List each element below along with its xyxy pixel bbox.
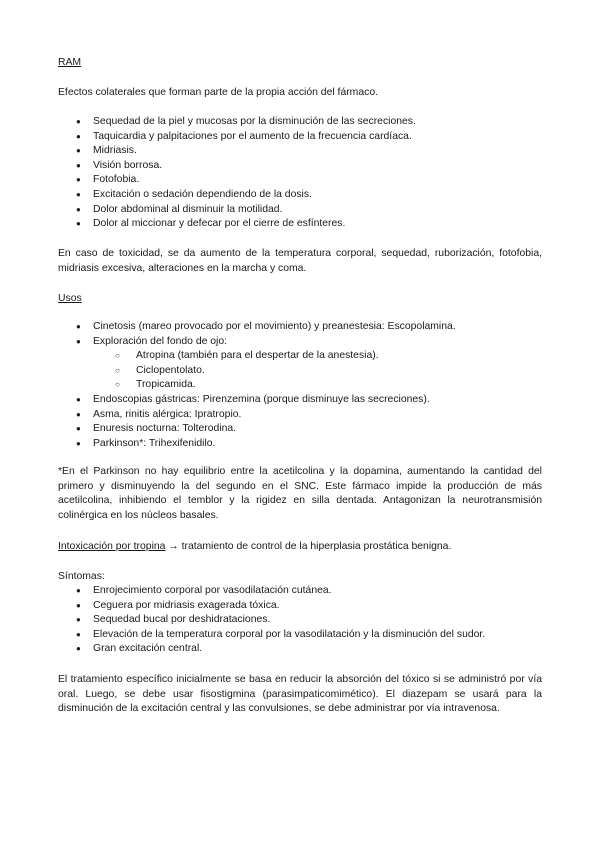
sintomas-label: Síntomas: <box>58 571 105 582</box>
treatment-paragraph: El tratamiento específico inicialmente se basa en reducir la absorción del tóxico si se administró por vía oral. Luego, se debe usar fisostigmina (parasimpaticomimético). El diazepam se usará para la disminución de la excitación central y las convulsiones, se debe administrar por vía intravenosa. <box>58 674 542 715</box>
list-item: ● Taquicardia y palpitaciones por el aumento de la frecuencia cardíaca. <box>58 130 548 145</box>
list-item: ● Sequedad bucal por deshidrataciones. <box>58 613 548 628</box>
intoxicacion-arrow-text: → tratamiento de control de la hiperplasia prostática benigna. <box>168 541 452 552</box>
list-item: ● Asma, rinitis alérgica: Ipratropio. <box>58 408 548 423</box>
toxicity-paragraph: En caso de toxicidad, se da aumento de la temperatura corporal, sequedad, ruborización, fotofobia, midriasis excesiva, alteraciones en la marcha y coma. <box>58 248 542 274</box>
list-item: ● Visión borrosa. <box>58 159 548 174</box>
list-item: ● Dolor abdominal al disminuir la motilidad. <box>58 203 548 218</box>
list-item: ● Exploración del fondo de ojo: <box>58 335 548 350</box>
usos-list <box>58 320 548 451</box>
list-item: ● Elevación de la temperatura corporal por la vasodilatación y la disminución del sudor. <box>58 628 548 643</box>
list-item: ● Fotofobia. <box>58 173 548 188</box>
list-item: ● Ceguera por midriasis exagerada tóxica. <box>58 599 548 614</box>
list-item: ● Excitación o sedación dependiendo de la dosis. <box>58 188 548 203</box>
list-item: ● Cinetosis (mareo provocado por el movimiento) y preanestesia: Escopolamina. <box>58 320 548 335</box>
parkinson-note: *En el Parkinson no hay equilibrio entre la acetilcolina y la dopamina, aumentando la cantidad del primero y disminuyendo la del segundo en el SNC. Este fármaco impide la producción de más acetilcolina, inhibiendo el temblor y la rigidez en silla dentada. Antagonizan la neurotransmisión colinérgica en los núcleos basales. <box>58 466 542 521</box>
list-item: ● Dolor al miccionar y defecar por el cierre de esfínteres. <box>58 217 548 232</box>
ram-heading: RAM <box>58 57 82 68</box>
list-item: ● Midriasis. <box>58 144 548 159</box>
sub-list-item: ○ Tropicamida. <box>58 378 548 393</box>
list-item: ● Gran excitación central. <box>58 642 548 657</box>
intoxicacion-heading: Intoxicación por tropina <box>58 541 166 552</box>
intoxicacion-line <box>58 540 542 555</box>
sub-list-item: ○ Ciclopentolato. <box>58 364 548 379</box>
sub-list-item: ○ Atropina (también para el despertar de la anestesia). <box>58 349 548 364</box>
list-item: ● Sequedad de la piel y mucosas por la disminución de las secreciones. <box>58 115 548 130</box>
list-item: ● Enrojecimiento corporal por vasodilatación cutánea. <box>58 584 548 599</box>
list-item: ● Parkinson*: Trihexifenidilo. <box>58 437 548 452</box>
ram-intro: Efectos colaterales que forman parte de la propia acción del fármaco. <box>58 87 378 98</box>
sintomas-list <box>58 584 548 657</box>
ram-effects-list <box>58 115 548 232</box>
list-item: ● Enuresis nocturna: Tolterodina. <box>58 422 548 437</box>
list-item: ● Endoscopias gástricas: Pirenzemina (porque disminuye las secreciones). <box>58 393 548 408</box>
usos-heading: Usos <box>58 293 82 304</box>
